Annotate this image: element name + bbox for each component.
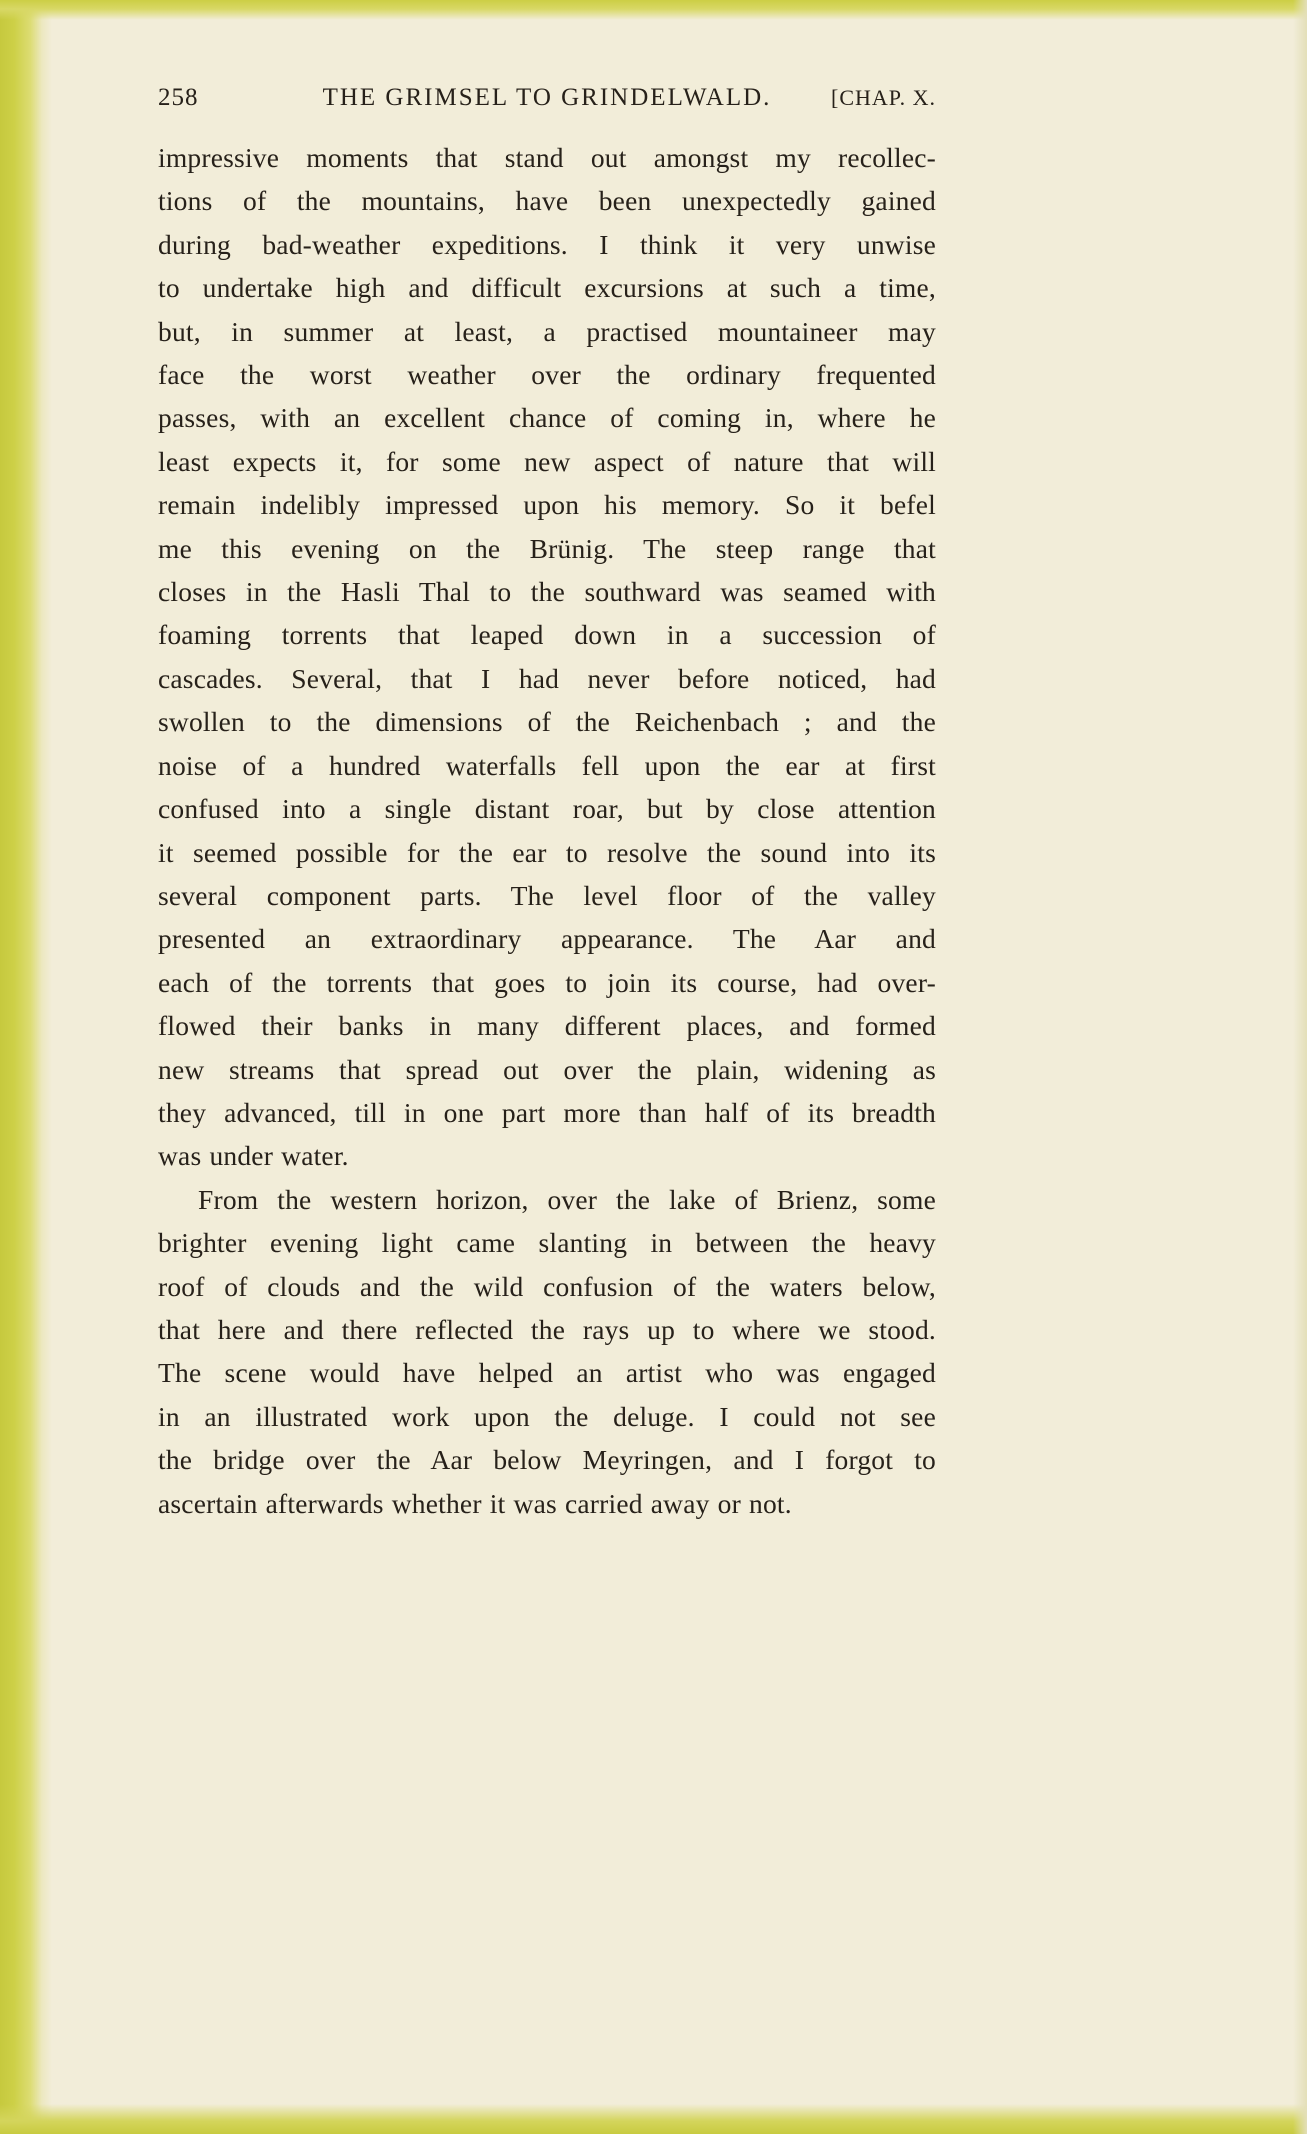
text-line: in an illustrated work upon the deluge. I could not see <box>158 1400 936 1432</box>
text-line: face the worst weather over the ordinary frequented <box>158 359 936 391</box>
body-text <box>158 136 936 1525</box>
text-line: From the western horizon, over the lake of Brienz, some <box>198 1183 936 1215</box>
page-number: 258 <box>158 84 199 111</box>
text-line: swollen to the dimensions of the Reichenbach ; and the <box>158 706 936 738</box>
text-line: confused into a single distant roar, but by close attention <box>158 793 936 825</box>
page-content <box>158 84 936 1525</box>
text-line: The scene would have helped an artist who was engaged <box>158 1357 936 1389</box>
running-title: THE GRIMSEL TO GRINDELWALD. <box>322 84 772 111</box>
page-edge-left <box>0 0 52 2134</box>
text-line: it seemed possible for the ear to resolve the sound into its <box>158 836 936 868</box>
text-line: each of the torrents that goes to join its course, had over- <box>158 966 936 998</box>
text-line: tions of the mountains, have been unexpectedly gained <box>158 185 936 217</box>
text-line: noise of a hundred waterfalls fell upon the ear at first <box>158 749 936 781</box>
text-line: flowed their banks in many different places, and formed <box>158 1010 936 1042</box>
text-line: least expects it, for some new aspect of nature that will <box>158 445 936 477</box>
text-line: during bad-weather expeditions. I think it very unwise <box>158 228 936 260</box>
text-line: they advanced, till in one part more than half of its breadth <box>158 1096 936 1128</box>
text-line: passes, with an excellent chance of coming in, where he <box>158 402 936 434</box>
text-line: me this evening on the Brünig. The steep range that <box>158 532 936 564</box>
text-line: new streams that spread out over the plain, widening as <box>158 1053 936 1085</box>
text-line: to undertake high and difficult excursions at such a time, <box>158 272 936 304</box>
text-line: the bridge over the Aar below Meyringen, and I forgot to <box>158 1444 936 1476</box>
text-line: cascades. Several, that I had never before noticed, had <box>158 662 936 694</box>
page-edge-right <box>1293 0 1307 2134</box>
chapter-label: [CHAP. X. <box>831 85 936 110</box>
page-edge-top <box>0 0 1307 20</box>
text-line: but, in summer at least, a practised mountaineer may <box>158 315 936 347</box>
text-line: impressive moments that stand out amongst my recollec- <box>158 142 936 173</box>
text-line: ascertain afterwards whether it was carried away or not. <box>158 1487 792 1519</box>
text-line: brighter evening light came slanting in between the heavy <box>158 1227 936 1259</box>
page-edge-bottom <box>0 2104 1307 2134</box>
text-line: remain indelibly impressed upon his memory. So it befel <box>158 489 936 521</box>
paragraph <box>158 136 936 1178</box>
text-line: closes in the Hasli Thal to the southward was seamed with <box>158 576 936 608</box>
text-line: several component parts. The level floor of the valley <box>158 879 936 911</box>
paragraph <box>158 1178 936 1525</box>
text-line: was under water. <box>158 1140 349 1172</box>
page-header <box>158 84 936 112</box>
text-line: roof of clouds and the wild confusion of the waters below, <box>158 1270 936 1302</box>
text-line: presented an extraordinary appearance. The Aar and <box>158 923 936 955</box>
text-line: that here and there reflected the rays up to where we stood. <box>158 1313 936 1345</box>
text-line: foaming torrents that leaped down in a succession of <box>158 619 936 651</box>
